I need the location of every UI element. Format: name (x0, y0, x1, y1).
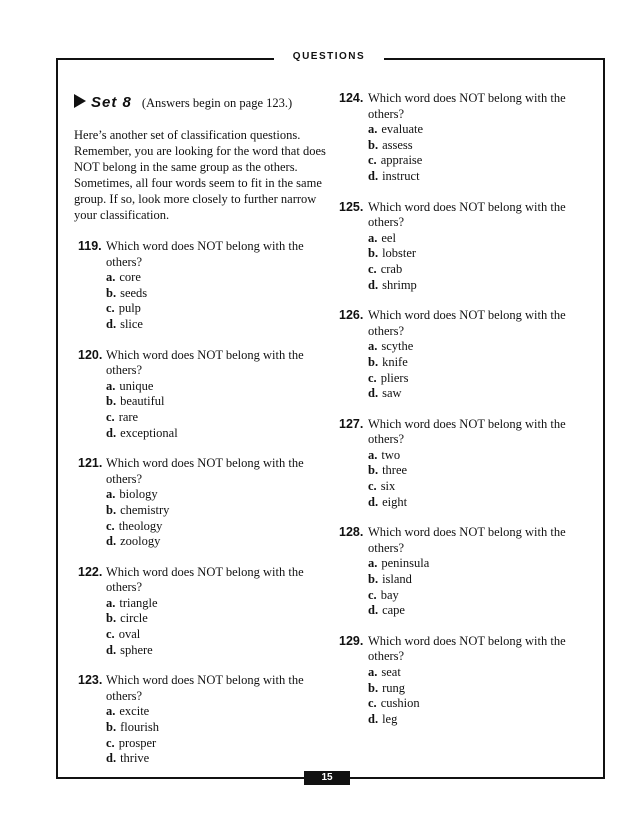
header-rule-left (56, 58, 274, 60)
right-question-list (339, 91, 584, 727)
option-letter: a. (368, 122, 378, 137)
option-letter: d. (368, 386, 379, 401)
option-letter: b. (368, 463, 379, 478)
option-text: eight (382, 494, 408, 509)
option-text: triangle (119, 595, 158, 610)
question-number: 129. (339, 633, 364, 648)
option-letter: d. (368, 168, 379, 183)
question-item (74, 565, 326, 659)
question-item (339, 525, 584, 619)
answer-option (106, 487, 326, 503)
question-stem: Which word does NOT belong with the others? (368, 199, 566, 230)
answer-option (106, 596, 326, 612)
question-stem: Which word does NOT belong with the others? (368, 525, 566, 555)
option-text: evaluate (381, 122, 424, 137)
option-letter: c. (368, 696, 377, 711)
question-row (339, 91, 584, 185)
answer-option (106, 270, 326, 286)
option-letter: c. (106, 627, 115, 642)
set-note: (Answers begin on page 123.) (141, 96, 293, 110)
answer-option (368, 371, 584, 387)
option-letter: c. (368, 370, 377, 385)
question-row (74, 673, 326, 767)
option-text: shrimp (382, 277, 417, 292)
option-text: rare (118, 409, 139, 424)
answer-option (368, 153, 584, 169)
answer-option (106, 736, 326, 752)
answer-option (106, 317, 326, 333)
answer-option (368, 603, 584, 619)
question-number: 121. (78, 456, 103, 471)
answer-option (368, 138, 584, 154)
option-text: leg (382, 711, 398, 726)
option-text: theology (118, 518, 163, 533)
answer-option (106, 627, 326, 643)
question-stem: Which word does NOT belong with the others? (368, 91, 566, 121)
option-letter: d. (368, 277, 379, 292)
answer-option (368, 495, 584, 511)
question-stem: Which word does NOT belong with the others? (106, 456, 304, 486)
question-row (74, 239, 326, 333)
option-text: cape (382, 603, 405, 618)
question-body (368, 308, 584, 402)
option-text: unique (119, 378, 154, 393)
answer-option (106, 704, 326, 720)
question-body (106, 239, 326, 333)
question-stem: Which word does NOT belong with the others? (106, 347, 304, 378)
question-item (74, 673, 326, 767)
option-text: beautiful (120, 394, 165, 409)
option-text: chemistry (120, 502, 170, 517)
option-text: core (119, 270, 141, 285)
option-text: bay (380, 587, 399, 602)
question-stem: Which word does NOT belong with the others? (106, 673, 304, 703)
question-number: 123. (78, 673, 103, 688)
option-text: pliers (380, 370, 409, 385)
option-letter: b. (106, 285, 117, 300)
question-row (74, 348, 326, 442)
option-text: six (380, 479, 396, 494)
option-letter: d. (368, 603, 379, 618)
question-stem: Which word does NOT belong with the others? (106, 239, 304, 269)
answer-option (368, 696, 584, 712)
option-text: sphere (120, 642, 153, 657)
option-letter: d. (106, 534, 117, 549)
question-item (339, 308, 584, 402)
option-letter: c. (368, 479, 377, 494)
option-letter: c. (106, 518, 115, 533)
answer-option (106, 611, 326, 627)
option-text: saw (382, 386, 402, 401)
option-text: pulp (118, 301, 141, 316)
answer-option (368, 339, 584, 355)
option-text: excite (119, 704, 150, 719)
option-text: circle (120, 611, 148, 626)
question-row (74, 456, 326, 550)
option-letter: a. (368, 230, 378, 245)
answer-option (368, 588, 584, 604)
option-letter: b. (368, 137, 379, 152)
option-letter: d. (368, 494, 379, 509)
option-text: island (382, 572, 412, 587)
option-text: thrive (120, 751, 150, 766)
answer-option (106, 519, 326, 535)
left-column (74, 91, 326, 782)
option-text: prosper (118, 735, 157, 750)
answer-option (368, 556, 584, 572)
answer-option (368, 665, 584, 681)
answer-option (106, 286, 326, 302)
question-number: 119. (78, 239, 102, 253)
answer-option (106, 394, 326, 410)
question-stem: Which word does NOT belong with the others? (368, 416, 566, 447)
option-text: instruct (382, 168, 420, 183)
option-letter: c. (106, 301, 115, 316)
option-text: appraise (380, 153, 423, 168)
question-body (106, 456, 326, 550)
question-item (339, 200, 584, 294)
question-row (339, 308, 584, 402)
question-number: 127. (339, 416, 364, 431)
option-letter: c. (106, 735, 115, 750)
option-letter: b. (368, 680, 379, 695)
answer-option (368, 386, 584, 402)
option-letter: b. (106, 611, 117, 626)
right-column (339, 91, 584, 742)
answer-option (368, 262, 584, 278)
question-row (339, 525, 584, 619)
answer-option (106, 503, 326, 519)
option-letter: a. (368, 556, 378, 571)
question-row (339, 200, 584, 294)
question-item (339, 634, 584, 728)
question-body (368, 91, 584, 185)
triangle-bullet-icon (74, 94, 86, 108)
answer-option (368, 278, 584, 294)
answer-option (106, 534, 326, 550)
question-row (339, 417, 584, 511)
option-letter: c. (368, 153, 377, 168)
answer-option (368, 463, 584, 479)
option-text: biology (119, 487, 158, 502)
option-letter: c. (368, 587, 377, 602)
option-letter: a. (368, 447, 378, 462)
question-number: 124. (339, 91, 364, 105)
option-letter: b. (106, 720, 117, 735)
option-letter: a. (106, 378, 116, 393)
answer-option (106, 751, 326, 767)
option-text: crab (380, 261, 403, 276)
question-row (339, 634, 584, 728)
option-text: eel (381, 230, 396, 245)
option-text: zoology (120, 534, 161, 549)
answer-option (368, 712, 584, 728)
answer-option (106, 379, 326, 395)
answer-option (368, 169, 584, 185)
option-letter: d. (106, 316, 117, 331)
question-body (106, 348, 326, 442)
option-letter: a. (106, 704, 116, 719)
question-body (368, 417, 584, 511)
option-text: seat (381, 665, 401, 679)
option-letter: d. (368, 711, 379, 726)
question-number: 122. (78, 564, 103, 579)
question-item (74, 239, 326, 333)
question-stem: Which word does NOT belong with the others? (106, 564, 304, 595)
answer-option (106, 426, 326, 442)
question-body (368, 525, 584, 619)
option-text: knife (382, 354, 408, 369)
answer-option (368, 355, 584, 371)
answer-option (106, 410, 326, 426)
set-title: Set 8 (91, 94, 132, 111)
option-letter: a. (368, 339, 378, 354)
option-text: flourish (120, 720, 159, 735)
question-item (74, 348, 326, 442)
question-number: 128. (339, 525, 364, 540)
option-letter: c. (106, 409, 115, 424)
option-letter: d. (106, 751, 117, 766)
option-text: oval (118, 627, 141, 642)
question-item (339, 91, 584, 185)
question-body (368, 634, 584, 728)
question-stem: Which word does NOT belong with the others? (368, 633, 566, 664)
question-item (74, 456, 326, 550)
question-stem: Which word does NOT belong with the others? (368, 308, 566, 338)
answer-option (368, 122, 584, 138)
page-number: 15 (304, 771, 350, 785)
option-letter: a. (106, 595, 116, 610)
option-letter: a. (106, 487, 116, 502)
option-text: peninsula (381, 556, 430, 571)
option-text: rung (382, 680, 405, 695)
answer-option (106, 643, 326, 659)
question-number: 120. (78, 347, 103, 362)
question-body (106, 565, 326, 659)
question-body (106, 673, 326, 767)
answer-option (106, 720, 326, 736)
option-letter: b. (368, 246, 379, 261)
option-letter: c. (368, 261, 377, 276)
answer-option (368, 572, 584, 588)
option-letter: b. (368, 354, 379, 369)
option-text: lobster (382, 246, 417, 261)
option-letter: b. (368, 572, 379, 587)
question-row (74, 565, 326, 659)
option-text: assess (382, 137, 413, 152)
set-heading (74, 93, 326, 111)
option-text: slice (120, 316, 143, 331)
header-rule-right (384, 58, 603, 60)
answer-option (368, 231, 584, 247)
section-header: QUESTIONS (274, 51, 384, 62)
answer-option (368, 246, 584, 262)
option-text: scythe (381, 339, 414, 354)
option-text: cushion (380, 696, 420, 711)
question-number: 125. (339, 199, 364, 214)
option-letter: a. (368, 665, 378, 679)
left-question-list (74, 239, 326, 767)
option-text: exceptional (120, 425, 178, 440)
answer-option (368, 681, 584, 697)
question-number: 126. (339, 308, 364, 323)
option-letter: b. (106, 502, 117, 517)
option-text: three (382, 463, 408, 478)
option-text: seeds (120, 285, 148, 300)
question-body (368, 200, 584, 294)
question-item (339, 417, 584, 511)
answer-option (368, 479, 584, 495)
option-letter: d. (106, 425, 117, 440)
option-letter: d. (106, 642, 117, 657)
option-letter: a. (106, 270, 116, 285)
answer-option (106, 301, 326, 317)
set-intro: Here’s another set of classification questions. Remember, you are looking for the word that does NOT belong in the same group as the others. Sometimes, all four words seem to fit in the same group. If so, look more closely to further narrow your classification. (74, 128, 326, 222)
option-letter: b. (106, 394, 117, 409)
option-text: two (381, 447, 401, 462)
answer-option (368, 448, 584, 464)
